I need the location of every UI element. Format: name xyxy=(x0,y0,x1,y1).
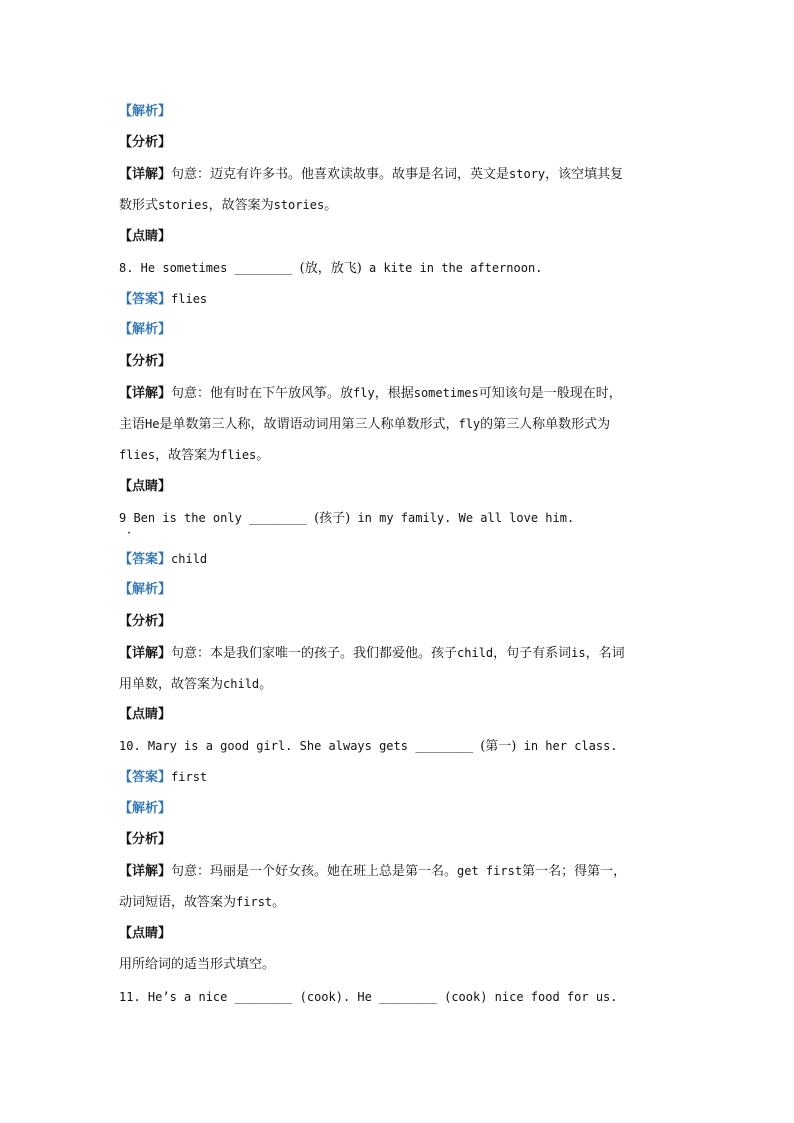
section-instruction: 用所给词的适当形式填空。 xyxy=(119,957,276,972)
remark-heading: 【点睛】 xyxy=(119,479,172,494)
question-8: 8. He sometimes ________ (放，放飞) a kite in the afternoon. xyxy=(119,261,543,276)
detail-line: 主语He是单数第三人称，故谓语动词用第三人称单数形式，fly的第三人称单数形式为 xyxy=(119,417,611,432)
remark-heading: 【点睛】 xyxy=(119,926,172,941)
analysis-heading: 【解析】 xyxy=(119,322,172,337)
answer-10: 【答案】first xyxy=(119,770,208,785)
question-10: 10. Mary is a good girl. She always gets ________ (第一) in her class. xyxy=(119,739,618,754)
analysis-heading: 【解析】 xyxy=(119,801,172,816)
analysis-subheading: 【分析】 xyxy=(119,135,172,150)
detail-line: 【详解】句意：迈克有许多书。他喜欢读故事。故事是名词，英文是story，该空填其复 xyxy=(119,167,624,182)
analysis-subheading: 【分析】 xyxy=(119,354,172,369)
detail-line: 用单数，故答案为child。 xyxy=(119,677,273,692)
analysis-subheading: 【分析】 xyxy=(119,832,172,847)
analysis-subheading: 【分析】 xyxy=(119,614,172,629)
question-9: 9 Ben is the only ________ (孩子) in my family. We all love him. xyxy=(119,511,575,526)
detail-line: 【详解】句意：他有时在下午放风筝。放fly，根据sometimes可知该句是一般现在时， xyxy=(119,386,622,401)
stray-dot: · xyxy=(127,526,132,541)
analysis-heading: 【解析】 xyxy=(119,582,172,597)
question-11: 11. He’s a nice ________ (cook). He ________ (cook) nice food for us. xyxy=(119,990,618,1004)
detail-line: 动词短语，故答案为first。 xyxy=(119,895,286,910)
detail-line: flies，故答案为flies。 xyxy=(119,448,270,463)
answer-9: 【答案】child xyxy=(119,552,208,567)
detail-line: 【详解】句意：玛丽是一个好女孩。她在班上总是第一名。get first第一名；得第一， xyxy=(119,864,627,879)
analysis-heading: 【解析】 xyxy=(119,104,172,119)
remark-heading: 【点睛】 xyxy=(119,707,172,722)
answer-8: 【答案】flies xyxy=(119,292,208,307)
remark-heading: 【点睛】 xyxy=(119,229,172,244)
detail-line: 数形式stories，故答案为stories。 xyxy=(119,198,338,213)
detail-line: 【详解】句意：本是我们家唯一的孩子。我们都爱他。孩子child，句子有系词is，名词 xyxy=(119,646,625,661)
